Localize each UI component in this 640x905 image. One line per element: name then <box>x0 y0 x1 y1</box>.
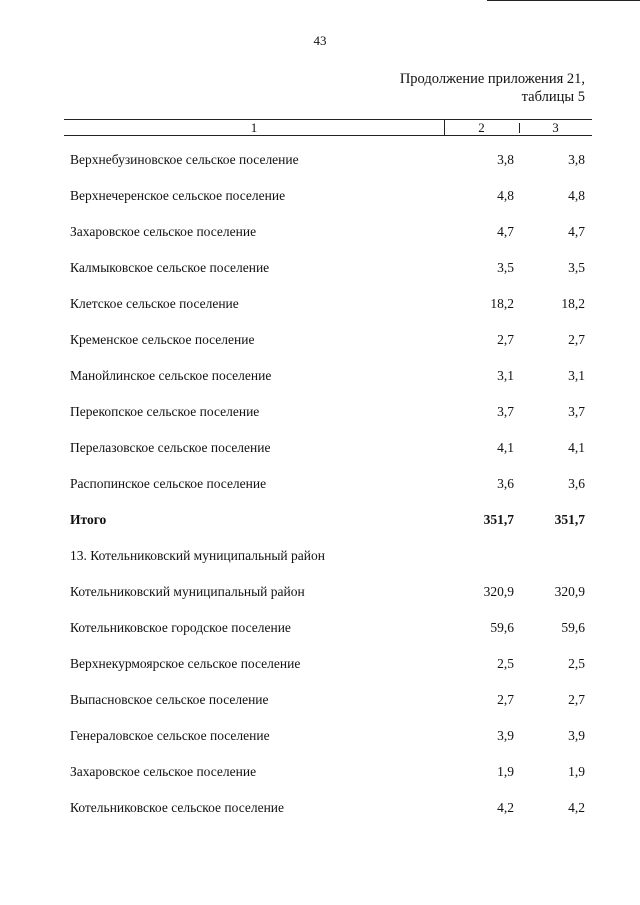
row-value-col-2: 351,7 <box>483 512 514 527</box>
row-value-col-2: 2,7 <box>497 332 514 347</box>
row-value-col-3: 4,7 <box>568 224 585 239</box>
row-value-col-3: 4,1 <box>568 440 585 455</box>
row-value-col-3: 2,5 <box>568 656 585 671</box>
row-name: Верхнебузиновское сельское поселение <box>70 152 299 167</box>
table-row <box>0 432 640 468</box>
row-value-col-3: 3,7 <box>568 404 585 419</box>
row-value-col-2: 4,7 <box>497 224 514 239</box>
row-value-col-3: 3,6 <box>568 476 585 491</box>
row-value-col-2: 3,8 <box>497 152 514 167</box>
table-row <box>0 324 640 360</box>
page-number: 43 <box>313 33 327 48</box>
row-value-col-2: 3,5 <box>497 260 514 275</box>
row-name: Итого <box>70 512 107 527</box>
row-value-col-2: 1,9 <box>497 764 514 779</box>
table-row <box>0 360 640 396</box>
row-name: Клетское сельское поселение <box>70 296 239 311</box>
row-value-col-3: 4,8 <box>568 188 585 203</box>
row-name: Калмыковское сельское поселение <box>70 260 270 275</box>
row-value-col-2: 3,7 <box>497 404 514 419</box>
appendix-note <box>400 70 585 106</box>
row-value-col-3: 2,7 <box>568 692 585 707</box>
row-name: Выпасновское сельское поселение <box>70 692 269 707</box>
row-value-col-3: 18,2 <box>561 296 585 311</box>
row-value-col-3: 320,9 <box>554 584 585 599</box>
row-value-col-3: 351,7 <box>554 512 585 527</box>
row-name: Перелазовское сельское поселение <box>70 440 271 455</box>
row-value-col-2: 2,7 <box>497 692 514 707</box>
top-edge-rule <box>487 0 640 1</box>
table-row <box>0 612 640 648</box>
row-name: Котельниковское городское поселение <box>70 620 291 635</box>
section-title: 13. Котельниковский муниципальный район <box>70 548 325 563</box>
table-row <box>0 756 640 792</box>
row-value-col-2: 3,9 <box>497 728 514 743</box>
row-name: Распопинское сельское поселение <box>70 476 267 491</box>
row-value-col-3: 1,9 <box>568 764 585 779</box>
table-row-total <box>0 504 640 540</box>
row-name: Перекопское сельское поселение <box>70 404 260 419</box>
row-name: Захаровское сельское поселение <box>70 764 257 779</box>
table-row <box>0 648 640 684</box>
row-name: Верхнечеренское сельское поселение <box>70 188 286 203</box>
table-row <box>0 144 640 180</box>
table-row <box>0 468 640 504</box>
table-header <box>64 119 592 136</box>
row-value-col-2: 18,2 <box>490 296 514 311</box>
row-name: Генераловское сельское поселение <box>70 728 270 743</box>
table-row <box>0 684 640 720</box>
header-col-1: 1 <box>250 120 258 135</box>
table-row <box>0 216 640 252</box>
table-row <box>0 180 640 216</box>
row-value-col-3: 3,1 <box>568 368 585 383</box>
row-value-col-3: 59,6 <box>561 620 585 635</box>
row-name: Кременское сельское поселение <box>70 332 255 347</box>
row-value-col-2: 2,5 <box>497 656 514 671</box>
row-name: Манойлинское сельское поселение <box>70 368 272 383</box>
row-value-col-2: 320,9 <box>483 584 514 599</box>
table-row <box>0 720 640 756</box>
row-value-col-2: 4,2 <box>497 800 514 815</box>
header-col-2: 2 <box>478 120 485 135</box>
table-row <box>0 576 640 612</box>
row-name: Захаровское сельское поселение <box>70 224 257 239</box>
row-value-col-2: 3,1 <box>497 368 514 383</box>
row-value-col-3: 3,9 <box>568 728 585 743</box>
row-name: Котельниковское сельское поселение <box>70 800 285 815</box>
table-row <box>0 288 640 324</box>
row-name: Верхнекурмоярское сельское поселение <box>70 656 301 671</box>
table-section-heading <box>0 540 640 576</box>
appendix-note-line-2: таблицы 5 <box>521 89 585 105</box>
header-col-3: 3 <box>552 120 559 135</box>
table-row <box>0 792 640 828</box>
row-value-col-3: 2,7 <box>568 332 585 347</box>
table-row <box>0 396 640 432</box>
row-value-col-2: 4,8 <box>497 188 514 203</box>
table-body <box>0 144 640 828</box>
table-row <box>0 252 640 288</box>
appendix-note-line-1: Продолжение приложения 21, <box>399 71 585 87</box>
row-name: Котельниковский муниципальный район <box>70 584 305 599</box>
row-value-col-2: 4,1 <box>497 440 514 455</box>
row-value-col-2: 59,6 <box>490 620 514 635</box>
row-value-col-2: 3,6 <box>497 476 514 491</box>
row-value-col-3: 3,5 <box>568 260 585 275</box>
row-value-col-3: 3,8 <box>568 152 585 167</box>
row-value-col-3: 4,2 <box>568 800 585 815</box>
